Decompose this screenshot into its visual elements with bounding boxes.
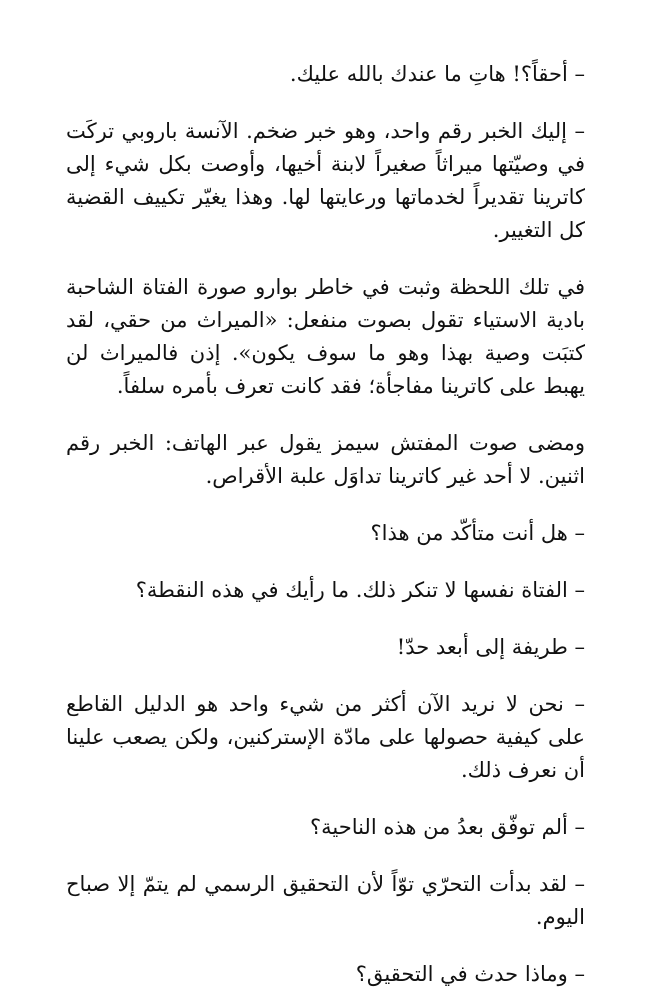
- dialogue-line: – هل أنت متأكّد من هذا؟: [370, 521, 585, 545]
- dialogue-line: – أحقاً؟! هاتِ ما عندك بالله عليك.: [289, 62, 585, 86]
- dialogue-line: – إليك الخبر رقم واحد، وهو خبر ضخم. الآنسة باروبي تركَت في وصيّتها ميراثاً صغيراً لابنة أخيها، وأوصت بكل شيء إلى كاترينا تقديراً لخدماتها ورعايتها لها. وهذا يغيّر تكييف القضية كل التغيير.: [66, 119, 585, 242]
- dialogue-line: – نحن لا نريد الآن أكثر من شيء واحد هو الدليل القاطع على كيفية حصولها على مادّة الإستركنين، ولكن يصعب علينا أن نعرف ذلك.: [66, 692, 585, 782]
- dialogue-line: – لقد بدأت التحرّي توّاً لأن التحقيق الرسمي لم يتمّ إلا صباح اليوم.: [66, 872, 585, 929]
- dialogue-line: – وماذا حدث في التحقيق؟: [355, 962, 585, 986]
- narrative-paragraph: في تلك اللحظة وثبت في خاطر بوارو صورة الفتاة الشاحبة بادية الاستياء تقول بصوت منفعل: «الميراث من حقي، لقد كتبَت وصية بهذا وهو ما سوف يكون». إذن فالميراث لن يهبط على كاترينا مفاجأة؛ فقد كانت تعرف بأمره سلفاً.: [66, 275, 585, 398]
- dialogue-line: – ألم توفّق بعدُ من هذه الناحية؟: [309, 815, 585, 839]
- narrative-paragraph: ومضى صوت المفتش سيمز يقول عبر الهاتف: الخبر رقم اثنين. لا أحد غير كاترينا تداوَل علبة الأقراص.: [66, 431, 585, 488]
- dialogue-line: – طريفة إلى أبعد حدّ!: [396, 635, 585, 659]
- dialogue-line: – الفتاة نفسها لا تنكر ذلك. ما رأيك في هذه النقطة؟: [135, 578, 585, 602]
